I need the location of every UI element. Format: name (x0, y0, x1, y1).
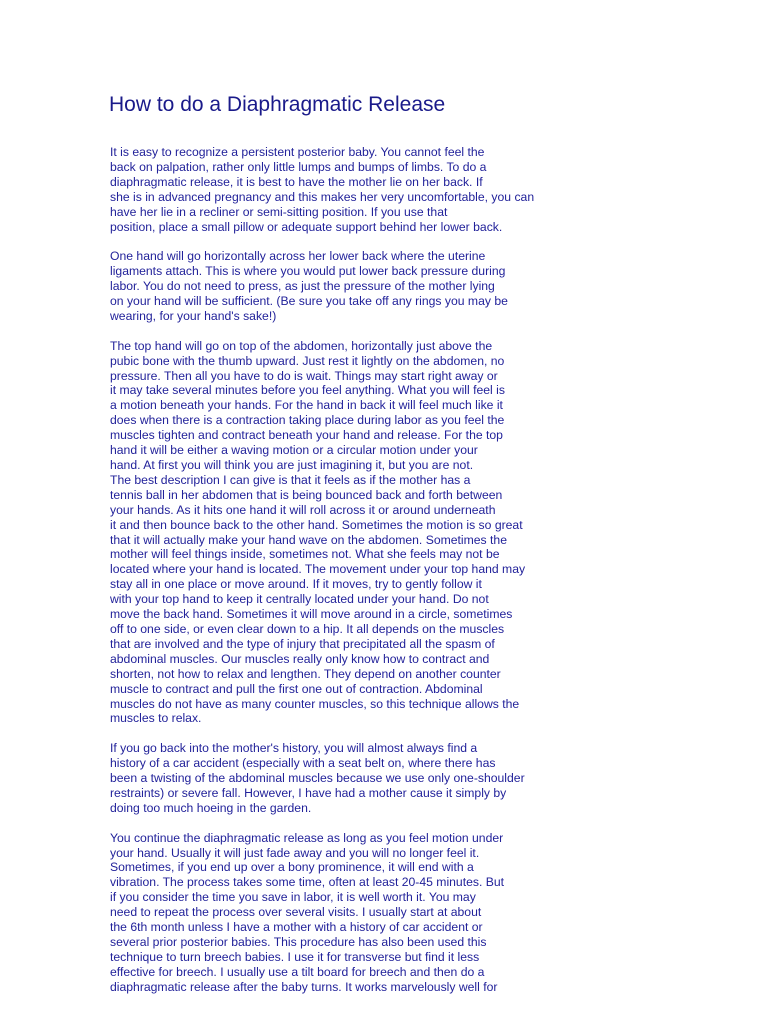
text-line: hand it will be either a waving motion or a circular motion under your (110, 443, 478, 458)
text-line: position, place a small pillow or adequate support behind her lower back. (110, 219, 503, 234)
text-line: that it will actually make your hand wave on the abdomen. Sometimes the (110, 532, 507, 547)
text-line: muscles to relax. (110, 711, 202, 726)
text-line: your hands. As it hits one hand it will roll across it or around underneath (110, 502, 496, 517)
text-line: vibration. The process takes some time, often at least 20-45 minutes. But (110, 875, 505, 890)
text-line: it may take several minutes before you feel anything. What you will feel is (110, 383, 505, 398)
text-line: muscles do not have as many counter muscles, so this technique allows the (110, 696, 520, 711)
text-line: the 6th month unless I have a mother with a history of car accident or (110, 920, 483, 935)
text-line: diaphragmatic release, it is best to have the mother lie on her back. If (110, 174, 483, 189)
text-line: wearing, for your hand's sake!) (110, 308, 277, 323)
paragraph (110, 831, 580, 995)
text-line: on your hand will be sufficient. (Be sure you take off any rings you may be (110, 294, 508, 309)
text-line: ligaments attach. This is where you would put lower back pressure during (110, 264, 506, 279)
text-line: hand. At first you will think you are just imagining it, but you are not. (110, 458, 474, 472)
text-line: pubic bone with the thumb upward. Just rest it lightly on the abdomen, no (110, 353, 505, 368)
text-line: have her lie in a recliner or semi-sitting position. If you use that (110, 204, 448, 219)
text-line: effective for breech. I usually use a tilt board for breech and then do a (110, 964, 485, 979)
paragraph (110, 339, 580, 727)
text-line: technique to turn breech babies. I use it for transverse but find it less (110, 949, 480, 964)
document-title: How to do a Diaphragmatic Release (109, 93, 446, 116)
text-line: move the back hand. Sometimes it will move around in a circle, sometimes (110, 607, 513, 622)
text-line: several prior posterior babies. This procedure has also been used this (110, 934, 487, 949)
text-line: a motion beneath your hands. For the hand in back it will feel much like it (110, 398, 503, 413)
text-line: diaphragmatic release after the baby turns. It works marvelously well for (110, 979, 498, 994)
text-line: restraints) or severe fall. However, I have had a mother cause it simply by (110, 785, 507, 800)
text-line: been a twisting of the abdominal muscles because we use only one-shoulder (110, 771, 525, 786)
text-line: with your top hand to keep it centrally located under your hand. Do not (110, 592, 489, 607)
text-line: stay all in one place or move around. If it moves, try to gently follow it (110, 577, 482, 592)
text-line: if you consider the time you save in labor, it is well worth it. You may (110, 890, 476, 905)
text-line: back on palpation, rather only little lumps and bumps of limbs. To do a (110, 159, 487, 174)
text-line: tennis ball in her abdomen that is being bounced back and forth between (110, 487, 503, 502)
text-line: pressure. Then all you have to do is wait. Things may start right away or (110, 368, 498, 383)
text-line: The best description I can give is that it feels as if the mother has a (110, 472, 471, 487)
paragraph (110, 249, 580, 324)
text-line: doing too much hoeing in the garden. (110, 800, 312, 815)
text-line: You continue the diaphragmatic release as long as you feel motion under (110, 830, 504, 845)
text-line: One hand will go horizontally across her lower back where the uterine (110, 249, 486, 264)
paragraph (110, 145, 580, 234)
text-line: that are involved and the type of injury that precipitated all the spasm of (110, 636, 495, 651)
document-body (110, 145, 580, 1009)
text-line: muscle to contract and pull the first one out of contraction. Abdominal (110, 681, 483, 696)
text-line: she is in advanced pregnancy and this makes her very uncomfortable, you can (110, 189, 535, 204)
text-line: abdominal muscles. Our muscles really only know how to contract and (110, 651, 490, 666)
text-line: Sometimes, if you end up over a bony prominence, it will end with a (110, 860, 474, 875)
text-line: history of a car accident (especially with a seat belt on, where there has (110, 756, 496, 771)
text-line: shorten, not how to relax and lengthen. They depend on another counter (110, 666, 501, 681)
text-line: The top hand will go on top of the abdomen, horizontally just above the (110, 338, 493, 353)
text-line: need to repeat the process over several visits. I usually start at about (110, 905, 482, 920)
text-line: It is easy to recognize a persistent posterior baby. You cannot feel the (110, 145, 485, 159)
text-line: mother will feel things inside, sometimes not. What she feels may not be (110, 547, 500, 562)
text-line: muscles tighten and contract beneath your hand and release. For the top (110, 428, 503, 443)
text-line: does when there is a contraction taking place during labor as you feel the (110, 413, 505, 428)
paragraph (110, 741, 580, 816)
text-line: your hand. Usually it will just fade away and you will no longer feel it. (110, 845, 480, 860)
text-line: located where your hand is located. The movement under your top hand may (110, 562, 526, 577)
text-line: it and then bounce back to the other hand. Sometimes the motion is so great (110, 517, 523, 532)
text-line: labor. You do not need to press, as just the pressure of the mother lying (110, 279, 495, 294)
text-line: off to one side, or even clear down to a hip. It all depends on the muscles (110, 621, 505, 636)
text-line: If you go back into the mother's history, you will almost always find a (110, 741, 478, 756)
